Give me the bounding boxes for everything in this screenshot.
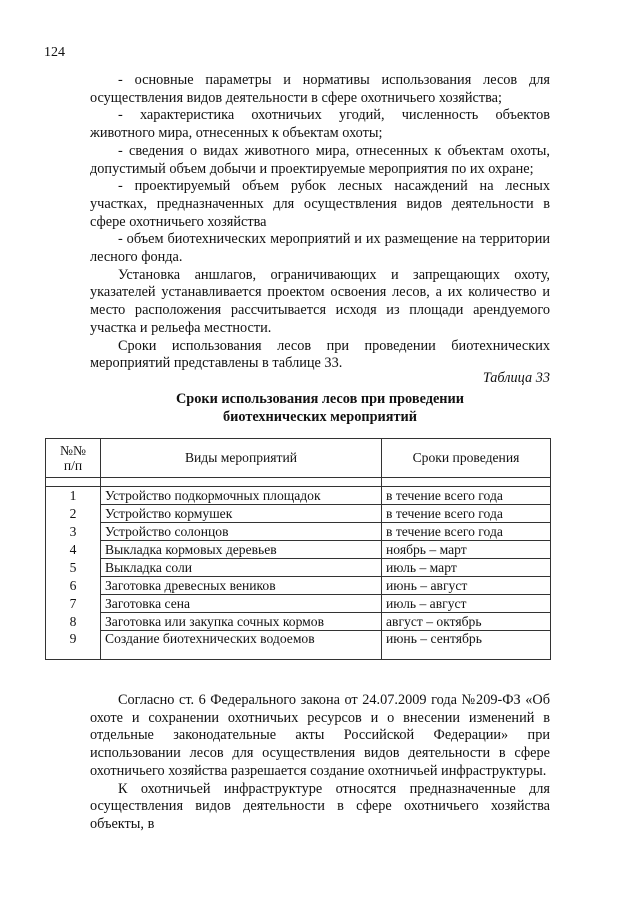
table-header-row xyxy=(46,439,551,478)
table-row xyxy=(46,577,551,595)
page-number: 124 xyxy=(44,45,65,60)
table-row xyxy=(46,505,551,523)
table-row xyxy=(46,523,551,541)
paragraph: - сведения о видах животного мира, отнесенных к объектам охоты, допустимый объем добычи и проектируемые мероприятия по их охране; xyxy=(90,142,550,177)
table-spacer-row xyxy=(46,478,551,487)
paragraph: Установка аншлагов, ограничивающих и запрещающих охоту, указателей устанавливается проектом освоения лесов, а их количество и место расположения рассчитывается исходя из площади арендуемого участка и рельефа местности. xyxy=(90,266,550,336)
row-activity: Устройство подкормочных площадок xyxy=(101,487,382,505)
row-number: 3 xyxy=(46,523,101,541)
header-number-line1: №№ xyxy=(60,443,86,458)
row-period: июль – август xyxy=(382,595,551,613)
row-activity: Устройство кормушек xyxy=(101,505,382,523)
row-number: 8 xyxy=(46,613,101,631)
row-number: 5 xyxy=(46,559,101,577)
row-activity: Заготовка или закупка сочных кормов xyxy=(101,613,382,631)
row-number: 6 xyxy=(46,577,101,595)
row-period: август – октябрь xyxy=(382,613,551,631)
row-activity: Устройство солонцов xyxy=(101,523,382,541)
row-activity: Создание биотехнических водоемов xyxy=(101,631,382,660)
table-title-line: биотехнических мероприятий xyxy=(222,409,418,425)
row-number: 9 xyxy=(46,631,101,660)
paragraph: - объем биотехнических мероприятий и их размещение на территории лесного фонда. xyxy=(90,231,550,266)
row-period: в течение всего года xyxy=(382,505,551,523)
header-number-line2: п/п xyxy=(63,458,83,473)
table-title xyxy=(90,390,550,426)
row-activity: Заготовка сена xyxy=(101,595,382,613)
table-row xyxy=(46,559,551,577)
header-period: Сроки проведения xyxy=(382,439,551,478)
row-activity: Выкладка соли xyxy=(101,559,382,577)
paragraph: - основные параметры и нормативы использования лесов для осуществления видов деятельности в сфере охотничьего хозяйства; xyxy=(90,72,550,106)
top-text xyxy=(90,72,550,373)
row-activity: Заготовка древесных веников xyxy=(101,577,382,595)
table-row xyxy=(46,595,551,613)
row-number: 2 xyxy=(46,505,101,523)
row-number: 7 xyxy=(46,595,101,613)
header-activity: Виды мероприятий xyxy=(101,439,382,478)
paragraph: Согласно ст. 6 Федерального закона от 24.07.2009 года №209-ФЗ «Об охоте и сохранении охотничьих ресурсов и о внесении изменений в отдельные законодательные акты Российской Федерации» при использовании лесов для осуществления видов деятельности в сфере охотничьего хозяйства разрешается создание охотничьей инфраструктуры. xyxy=(90,692,550,779)
table-row xyxy=(46,541,551,559)
row-period: июнь – сентябрь xyxy=(382,631,551,660)
paragraph: Сроки использования лесов при проведении биотехнических мероприятий представлены в таблице 33. xyxy=(90,337,550,372)
paragraph: - характеристика охотничьих угодий, численность объектов животного мира, отнесенных к объектам охоты; xyxy=(90,107,550,142)
activities-table xyxy=(45,438,551,660)
row-period: июль – март xyxy=(382,559,551,577)
table-label: Таблица 33 xyxy=(482,370,550,386)
row-period: ноябрь – март xyxy=(382,541,551,559)
paragraph: К охотничьей инфраструктуре относятся предназначенные для осуществления видов деятельности в сфере охотничьего хозяйства объекты, в xyxy=(90,780,550,832)
paragraph: - проектируемый объем рубок лесных насаждений на лесных участках, предназначенных для осуществления видов деятельности в сфере охотничьего хозяйства xyxy=(90,178,550,230)
row-period: в течение всего года xyxy=(382,487,551,505)
row-activity: Выкладка кормовых деревьев xyxy=(101,541,382,559)
row-period: июнь – август xyxy=(382,577,551,595)
bottom-text xyxy=(90,692,550,834)
table-title-line: Сроки использования лесов при проведении xyxy=(175,391,465,407)
row-number: 1 xyxy=(46,487,101,505)
row-number: 4 xyxy=(46,541,101,559)
table-row xyxy=(46,487,551,505)
table-row xyxy=(46,613,551,631)
table-row xyxy=(46,631,551,660)
row-period: в течение всего года xyxy=(382,523,551,541)
header-number xyxy=(46,439,101,478)
